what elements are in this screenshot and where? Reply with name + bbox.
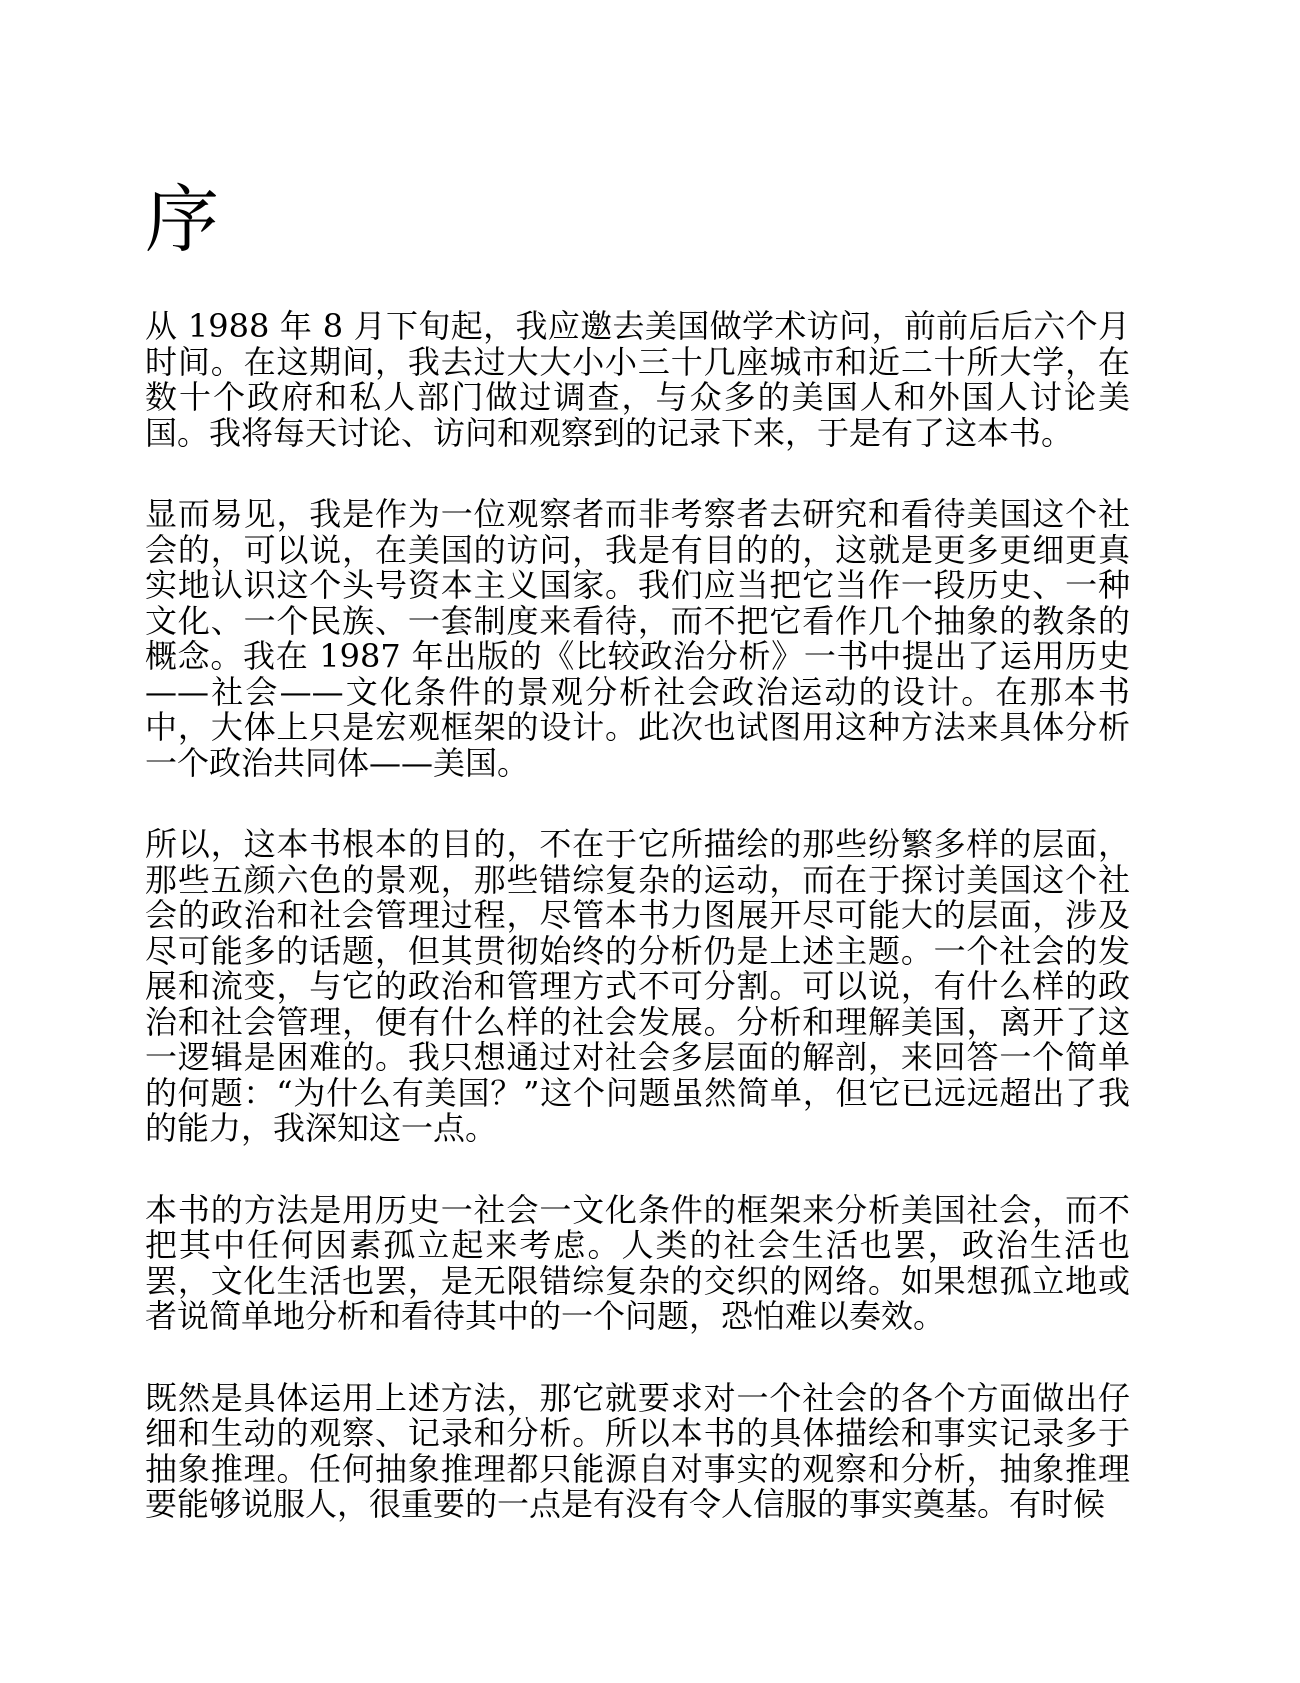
paragraph-1: 从 1988 年 8 月下旬起，我应邀去美国做学术访问，前前后后六个月时间。在这期间，我去过大大小小三十几座城市和近二十所大学，在数十个政府和私人部门做过调查，与众多的美国人和外国人讨论美国。我将每天讨论、访问和观察到的记录下来，于是有了这本书。 <box>145 307 1130 452</box>
paragraph-2: 显而易见，我是作为一位观察者而非考察者去研究和看待美国这个社会的，可以说，在美国的访问，我是有目的的，这就是更多更细更真实地认识这个头号资本主义国家。我们应当把它当作一段历史、一种文化、一个民族、一套制度来看待，而不把它看作几个抽象的教条的概念。我在 1987 年出版的《比较政治分析》一书中提出了运用历史——社会——文化条件的景观分析社会政治运动的设计。在那本书中，大体上只是宏观框架的设计。此次也试图用这种方法来具体分析一个政治共同体——美国。 <box>145 495 1130 782</box>
paragraph-4: 本书的方法是用历史一社会一文化条件的框架来分析美国社会，而不把其中任何因素孤立起来考虑。人类的社会生活也罢，政治生活也罢，文化生活也罢，是无限错综复杂的交织的网络。如果想孤立地或者说简单地分析和看待其中的一个问题，恐怕难以奏效。 <box>145 1190 1130 1335</box>
page-title: 序 <box>145 177 219 263</box>
paragraph-3: 所以，这本书根本的目的，不在于它所描绘的那些纷繁多样的层面，那些五颜六色的景观，那些错综复杂的运动，而在于探讨美国这个社会的政治和社会管理过程，尽管本书力图展开尽可能大的层面，涉及尽可能多的话题，但其贯彻始终的分析仍是上述主题。一个社会的发展和流变，与它的政治和管理方式不可分割。可以说，有什么样的政治和社会管理，便有什么样的社会发展。分析和理解美国，离开了这一逻辑是困难的。我只想通过对社会多层面的解剖，来回答一个简单的何题：“为什么有美国？”这个问题虽然简单，但它已远远超出了我的能力，我深知这一点。 <box>145 825 1130 1147</box>
book-page <box>145 177 1130 1523</box>
paragraph-5: 既然是具体运用上述方法，那它就要求对一个社会的各个方面做出仔细和生动的观察、记录和分析。所以本书的具体描绘和事实记录多于抽象推理。任何抽象推理都只能源自对事实的观察和分析，抽象推理要能够说服人，很重要的一点是有没有令人信服的事实奠基。有时候 <box>145 1378 1130 1523</box>
preface-body <box>145 309 1130 1523</box>
